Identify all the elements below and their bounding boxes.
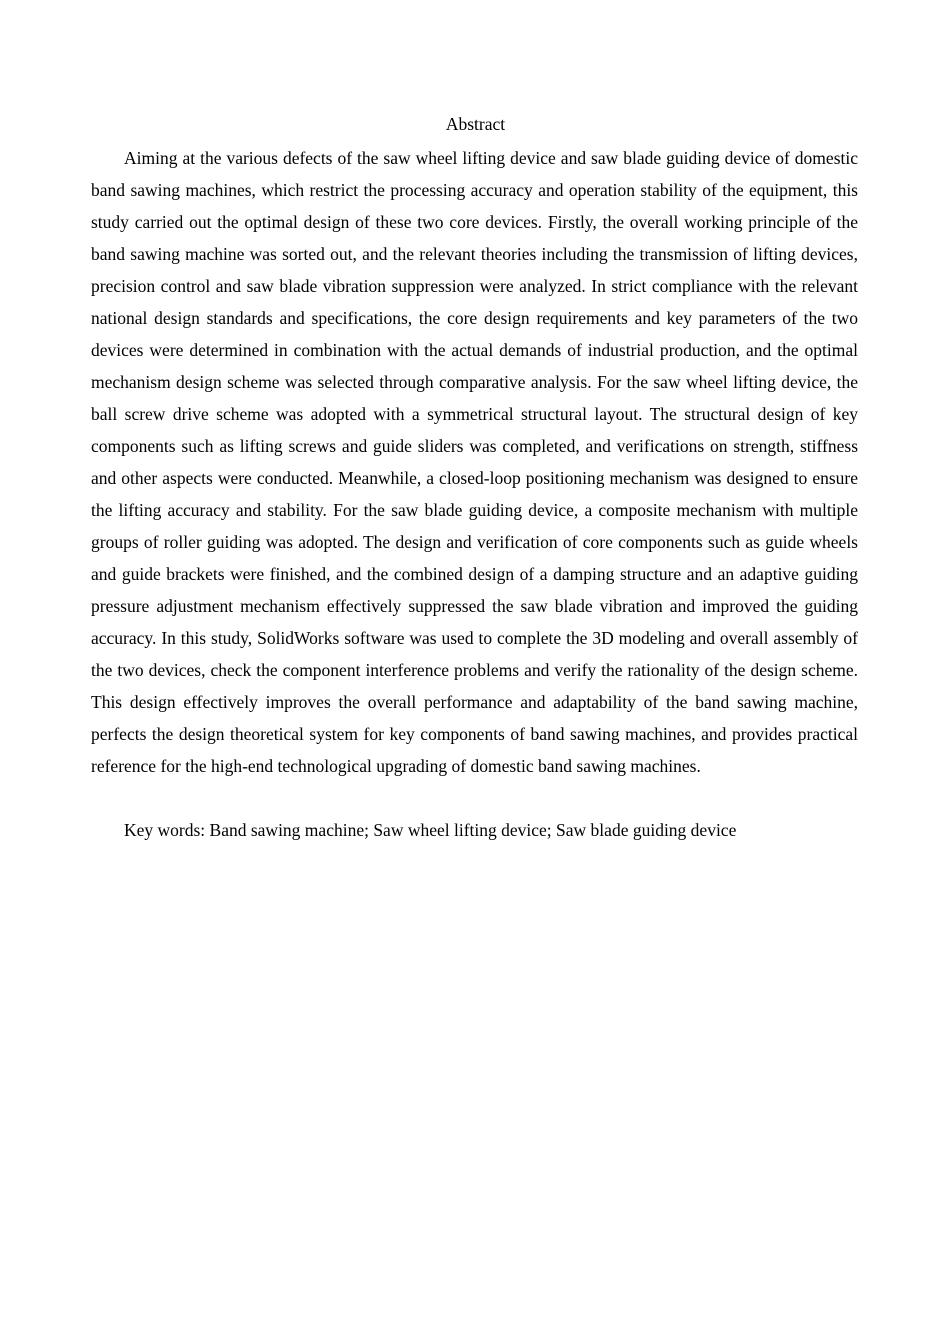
keywords-line: Key words: Band sawing machine; Saw wheel lifting device; Saw blade guiding device	[124, 820, 737, 840]
abstract-body-paragraph: Aiming at the various defects of the saw wheel lifting device and saw blade guiding device of domestic band sawing machines, which restrict the processing accuracy and operation stability of the equipment, this study carried out the optimal design of these two core devices. Firstly, the overall working principle of the band sawing machine was sorted out, and the relevant theories including the transmission of lifting devices, precision control and saw blade vibration suppression were analyzed. In strict compliance with the relevant national design standards and specifications, the core design requirements and key parameters of the two devices were determined in combination with the actual demands of industrial production, and the optimal mechanism design scheme was selected through comparative analysis. For the saw wheel lifting device, the ball screw drive scheme was adopted with a symmetrical structural layout. The structural design of key components such as lifting screws and guide sliders was completed, and verifications on strength, stiffness and other aspects were conducted. Meanwhile, a closed-loop positioning mechanism was designed to ensure the lifting accuracy and stability. For the saw blade guiding device, a composite mechanism with multiple groups of roller guiding was adopted. The design and verification of core components such as guide wheels and guide brackets were finished, and the combined design of a damping structure and an adaptive guiding pressure adjustment mechanism effectively suppressed the saw blade vibration and improved the guiding accuracy. In this study, SolidWorks software was used to complete the 3D modeling and overall assembly of the two devices, check the component interference problems and verify the rationality of the design scheme. This design effectively improves the overall performance and adaptability of the band sawing machine, perfects the design theoretical system for key components of band sawing machines, and provides practical reference for the high-end technological upgrading of domestic band sawing machines.	[91, 148, 858, 776]
abstract-heading: Abstract	[445, 114, 506, 134]
abstract-section	[91, 111, 858, 846]
